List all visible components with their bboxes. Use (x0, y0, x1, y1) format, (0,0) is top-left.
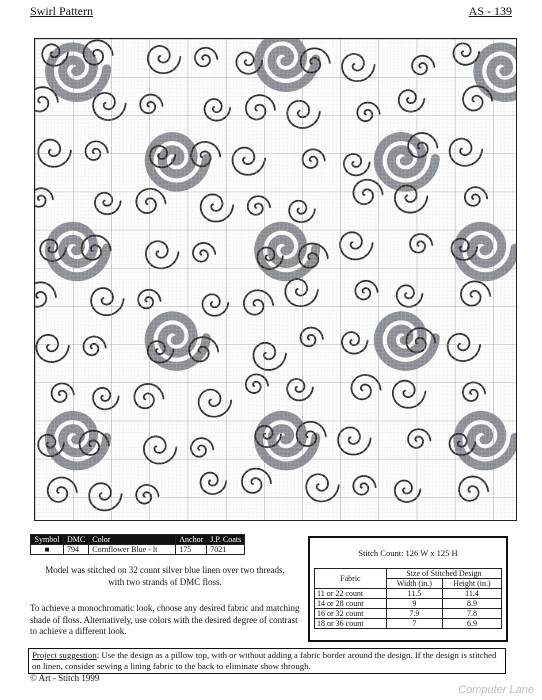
width-cell: 11.5 (386, 589, 442, 599)
height-cell: 8.9 (442, 599, 501, 609)
size-header: Size of Stitched Design (386, 569, 501, 579)
legend-header-symbol: Symbol (31, 535, 64, 545)
height-cell: 11.4 (442, 589, 501, 599)
width-header: Width (in.) (386, 579, 442, 589)
fabric-cell: 16 or 32 count (315, 609, 387, 619)
project-suggestion (28, 648, 506, 674)
width-cell: 9 (386, 599, 442, 609)
legend-header-jpcoats: J.P. Coats (207, 535, 245, 545)
watermark: Computer Lane (458, 684, 534, 696)
legend-header-anchor: Anchor (176, 535, 207, 545)
legend-dmc: 794 (64, 545, 89, 555)
legend-anchor: 175 (176, 545, 207, 555)
legend-header-dmc: DMC (64, 535, 89, 545)
table-row (315, 609, 502, 619)
width-cell: 7 (386, 619, 442, 629)
stitch-count-title: Stitch Count: 126 W x 125 H (358, 548, 458, 558)
table-row (315, 619, 502, 629)
stitch-count-box (308, 536, 508, 642)
width-cell: 7.9 (386, 609, 442, 619)
fabric-cell: 11 or 22 count (315, 589, 387, 599)
floss-legend (30, 534, 245, 555)
legend-jpcoats: 7021 (207, 545, 245, 555)
size-table (314, 568, 502, 629)
height-cell: 7.8 (442, 609, 501, 619)
project-suggestion-text: : Use the design as a pillow top, with or without adding a fabric border around the design. If the design is stitched on linen, consider sewing a lining fabric to the back to eliminate show through. (32, 650, 497, 671)
height-cell: 6.9 (442, 619, 501, 629)
legend-row (31, 545, 245, 555)
monochrome-note: To achieve a monochromatic look, choose any desired fabric and matching shade of floss. Alternatively, use colors with the desired degree of contrast to achieve a different look. (30, 603, 300, 636)
copyright: © Art - Stitch 1999 (30, 673, 100, 683)
project-suggestion-label: Project suggestion (32, 650, 97, 660)
size-table-header (315, 569, 502, 579)
table-row (315, 589, 502, 599)
fabric-header: Fabric (315, 569, 387, 589)
fabric-cell: 14 or 28 count (315, 599, 387, 609)
pattern-chart (34, 38, 517, 521)
pattern-title: Swirl Pattern (30, 4, 93, 18)
fabric-cell: 18 or 36 count (315, 619, 387, 629)
height-header: Height (in.) (442, 579, 501, 589)
legend-header-row (31, 535, 245, 545)
model-note: Model was stitched on 32 count silver blue linen over two threads, with two strands of DMC floss. (45, 565, 285, 587)
legend-header-color: Color (89, 535, 176, 545)
table-row (315, 599, 502, 609)
pattern-code: AS - 139 (468, 4, 512, 18)
legend-color: Cornflower Blue - lt (89, 545, 176, 555)
legend-symbol: ■ (31, 545, 64, 555)
